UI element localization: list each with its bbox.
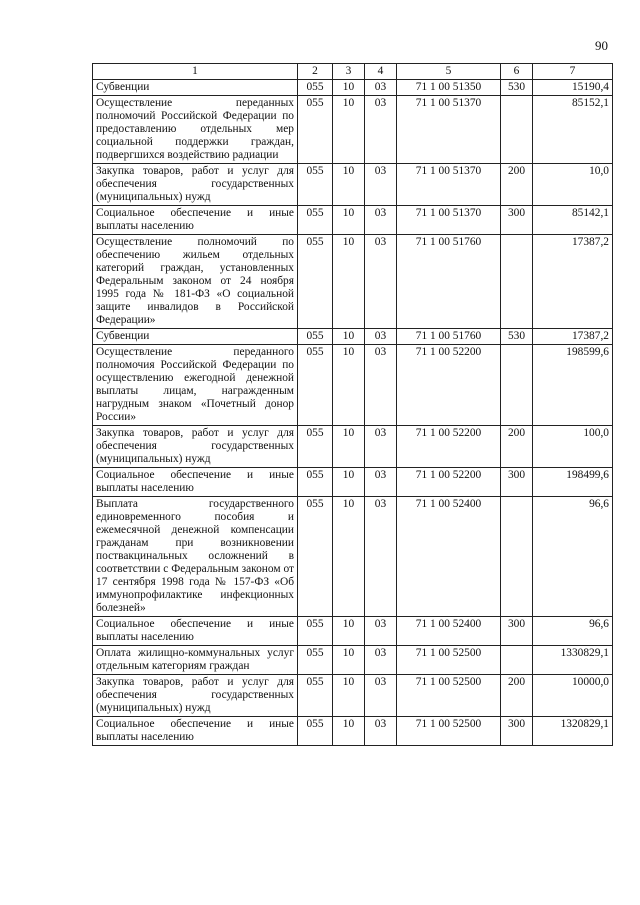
row-c5: 71 1 00 52400 [397, 497, 501, 617]
row-c5: 71 1 00 51760 [397, 329, 501, 345]
row-name: Осуществление переданного полномочия Российской Федерации по осуществлению ежегодной денежной выплаты лицам, награжденным нагрудным знаком «Почетный донор России» [93, 345, 298, 426]
row-c3: 10 [333, 329, 365, 345]
row-c5: 71 1 00 51370 [397, 206, 501, 235]
row-c3: 10 [333, 617, 365, 646]
row-c4: 03 [365, 96, 397, 164]
row-c4: 03 [365, 617, 397, 646]
row-name: Социальное обеспечение и иные выплаты населению [93, 617, 298, 646]
row-name: Субвенции [93, 329, 298, 345]
row-c7: 100,0 [533, 426, 613, 468]
table-row [93, 329, 613, 345]
row-c4: 03 [365, 80, 397, 96]
row-c6 [501, 345, 533, 426]
row-c6 [501, 646, 533, 675]
row-c3: 10 [333, 717, 365, 746]
row-c3: 10 [333, 80, 365, 96]
row-c6 [501, 235, 533, 329]
table-row [93, 468, 613, 497]
row-c6: 300 [501, 468, 533, 497]
row-c5: 71 1 00 51370 [397, 164, 501, 206]
row-name: Социальное обеспечение и иные выплаты населению [93, 717, 298, 746]
row-c3: 10 [333, 675, 365, 717]
header-col-7: 7 [533, 64, 613, 80]
row-c5: 71 1 00 52200 [397, 426, 501, 468]
row-c2: 055 [298, 164, 333, 206]
row-c6: 200 [501, 426, 533, 468]
row-c5: 71 1 00 52200 [397, 468, 501, 497]
table-row [93, 675, 613, 717]
row-name: Социальное обеспечение и иные выплаты населению [93, 468, 298, 497]
row-c7: 1330829,1 [533, 646, 613, 675]
row-c5: 71 1 00 52500 [397, 717, 501, 746]
row-name: Субвенции [93, 80, 298, 96]
row-c5: 71 1 00 52200 [397, 345, 501, 426]
row-c5: 71 1 00 51350 [397, 80, 501, 96]
row-c4: 03 [365, 206, 397, 235]
row-c3: 10 [333, 646, 365, 675]
row-c3: 10 [333, 96, 365, 164]
table-row [93, 235, 613, 329]
row-c2: 055 [298, 497, 333, 617]
row-c5: 71 1 00 52400 [397, 617, 501, 646]
row-c4: 03 [365, 235, 397, 329]
page-number: 90 [595, 38, 608, 53]
row-c2: 055 [298, 80, 333, 96]
row-c2: 055 [298, 345, 333, 426]
row-c7: 17387,2 [533, 329, 613, 345]
row-c3: 10 [333, 206, 365, 235]
row-c5: 71 1 00 52500 [397, 646, 501, 675]
row-c7: 85152,1 [533, 96, 613, 164]
table-row [93, 345, 613, 426]
row-name: Закупка товаров, работ и услуг для обеспечения государственных (муниципальных) нужд [93, 164, 298, 206]
table-row [93, 617, 613, 646]
row-c4: 03 [365, 675, 397, 717]
row-c6: 300 [501, 206, 533, 235]
row-c3: 10 [333, 497, 365, 617]
row-name: Социальное обеспечение и иные выплаты населению [93, 206, 298, 235]
row-c4: 03 [365, 164, 397, 206]
row-c3: 10 [333, 426, 365, 468]
row-name: Осуществление полномочий по обеспечению жильем отдельных категорий граждан, установленных Федеральным законом от 24 ноября 1995 года № 181-ФЗ «О социальной защите инвалидов в Российской Федерации» [93, 235, 298, 329]
row-name: Закупка товаров, работ и услуг для обеспечения государственных (муниципальных) нужд [93, 426, 298, 468]
row-c6: 300 [501, 617, 533, 646]
row-c6 [501, 96, 533, 164]
header-col-1: 1 [93, 64, 298, 80]
row-c7: 15190,4 [533, 80, 613, 96]
table-row [93, 426, 613, 468]
row-c7: 96,6 [533, 497, 613, 617]
row-c7: 85142,1 [533, 206, 613, 235]
row-c3: 10 [333, 345, 365, 426]
row-c7: 17387,2 [533, 235, 613, 329]
row-c7: 96,6 [533, 617, 613, 646]
row-c4: 03 [365, 329, 397, 345]
table-row [93, 717, 613, 746]
row-c4: 03 [365, 426, 397, 468]
row-c2: 055 [298, 617, 333, 646]
row-c7: 198499,6 [533, 468, 613, 497]
row-c2: 055 [298, 426, 333, 468]
row-c6: 530 [501, 80, 533, 96]
table-row [93, 96, 613, 164]
row-c7: 10000,0 [533, 675, 613, 717]
row-c5: 71 1 00 51370 [397, 96, 501, 164]
row-c2: 055 [298, 235, 333, 329]
row-c4: 03 [365, 497, 397, 617]
table-row [93, 164, 613, 206]
row-c5: 71 1 00 51760 [397, 235, 501, 329]
row-name: Закупка товаров, работ и услуг для обеспечения государственных (муниципальных) нужд [93, 675, 298, 717]
table-row [93, 206, 613, 235]
row-c2: 055 [298, 646, 333, 675]
row-c2: 055 [298, 717, 333, 746]
row-c6: 530 [501, 329, 533, 345]
row-name: Оплата жилищно-коммунальных услуг отдельным категориям граждан [93, 646, 298, 675]
header-row [93, 64, 613, 80]
row-c7: 198599,6 [533, 345, 613, 426]
row-c3: 10 [333, 468, 365, 497]
row-c4: 03 [365, 468, 397, 497]
row-c7: 10,0 [533, 164, 613, 206]
header-col-3: 3 [333, 64, 365, 80]
row-c2: 055 [298, 206, 333, 235]
row-c7: 1320829,1 [533, 717, 613, 746]
row-c2: 055 [298, 96, 333, 164]
table-row [93, 646, 613, 675]
row-name: Выплата государственного единовременного пособия и ежемесячной денежной компенсации гражданам при возникновении поствакцинальных осложнений в соответствии с Федеральным законом от 17 сентября 1998 года № 157-ФЗ «Об иммунопрофилактике инфекционных болезней» [93, 497, 298, 617]
row-c4: 03 [365, 646, 397, 675]
table-row [93, 497, 613, 617]
row-name: Осуществление переданных полномочий Российской Федерации по предоставлению отдельных мер социальной поддержки граждан, подвергшихся воздействию радиации [93, 96, 298, 164]
header-col-2: 2 [298, 64, 333, 80]
row-c2: 055 [298, 675, 333, 717]
budget-table [92, 63, 613, 746]
row-c6 [501, 497, 533, 617]
row-c2: 055 [298, 468, 333, 497]
row-c6: 200 [501, 675, 533, 717]
header-col-5: 5 [397, 64, 501, 80]
row-c3: 10 [333, 164, 365, 206]
row-c2: 055 [298, 329, 333, 345]
row-c4: 03 [365, 717, 397, 746]
row-c6: 300 [501, 717, 533, 746]
row-c6: 200 [501, 164, 533, 206]
row-c5: 71 1 00 52500 [397, 675, 501, 717]
row-c4: 03 [365, 345, 397, 426]
table-row [93, 80, 613, 96]
header-col-6: 6 [501, 64, 533, 80]
header-col-4: 4 [365, 64, 397, 80]
row-c3: 10 [333, 235, 365, 329]
